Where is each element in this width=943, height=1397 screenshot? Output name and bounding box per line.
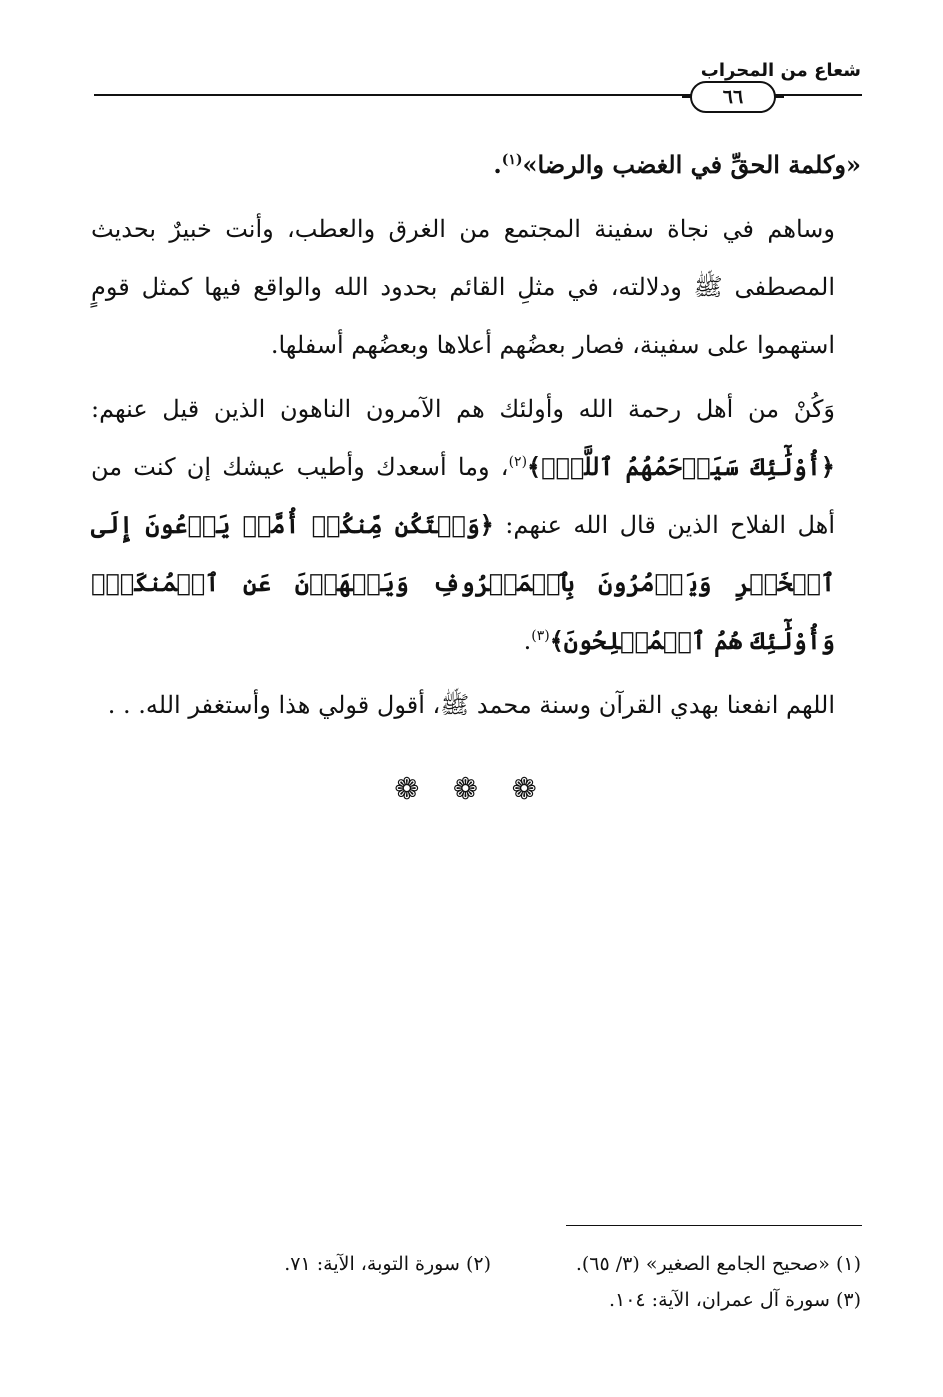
hadith-quote: «وكلمة الحقِّ في الغضب والرضا» [522, 150, 861, 179]
quran-verse-2: ﴿وَلۡتَكُن مِّنكُمۡ أُمَّةٞ يَدۡعُونَ إِلَى ٱلۡخَيۡرِ وَيَأۡمُرُونَ بِٱلۡمَعۡرُوفِ وَيَنۡهَوۡنَ عَنِ ٱلۡمُنكَرِۚ وَأُوْلَٰٓئِكَ هُمُ ٱلۡمُفۡلِحُونَ﴾ [91, 510, 835, 655]
paragraph-1-tail: . [493, 150, 502, 179]
footnote-rule [566, 1225, 862, 1226]
footnote-ref-1: (١) [501, 152, 523, 168]
footnote-2: (٢) سورة التوبة، الآية: ٧١. [284, 1253, 491, 1275]
running-header-title: شعاع من المحراب [700, 60, 861, 81]
section-ornament-icon: ❁ ❁ ❁ [394, 772, 549, 807]
paragraph-3-tail: . [523, 627, 532, 655]
footnote-ref-3: (٣) [531, 628, 550, 644]
body-text [91, 136, 861, 740]
paragraph-2: وساهم في نجاة سفينة المجتمع من الغرق والعطب، وأنت خبيرٌ بحديث المصطفى ﷺ ودلالته، في مثلِ القائم بحدود الله والواقع فيها كمثل قومٍ استهموا على سفينة، فصار بعضُهم أعلاها وبعضُهم أسفلها. [91, 215, 835, 359]
footnote-3: (٣) سورة آل عمران، الآية: ١٠٤. [608, 1289, 861, 1311]
footnote-ref-2: (٢) [508, 454, 528, 470]
quran-verse-1: ﴿أُوْلَٰٓئِكَ سَيَرۡحَمُهُمُ ٱللَّهُۗ﴾ [527, 452, 835, 481]
footnote-row [181, 1282, 861, 1318]
footnote-1: (١) «صحيح الجامع الصغير» (٣/ ٦٥). [575, 1253, 861, 1275]
paragraph-3-mid: ، وما أسعدك وأطيب عيشك إن كنت من أهل الفلاح الذين قال الله عنهم: [91, 453, 835, 539]
footnote-row [181, 1246, 861, 1282]
paragraph-1 [91, 136, 861, 194]
page-number: ٦٦ [690, 81, 776, 113]
paragraph-3 [91, 380, 861, 670]
paragraph-4: اللهم انفعنا بهدي القرآن وسنة محمد ﷺ، أقول قولي هذا وأستغفر الله. . . [107, 691, 835, 719]
footnotes [181, 1246, 861, 1318]
paragraph-3-intro: وَكُنْ من أهل رحمة الله وأولئك هم الآمرون الناهون الذين قيل عنهم: [91, 395, 835, 423]
